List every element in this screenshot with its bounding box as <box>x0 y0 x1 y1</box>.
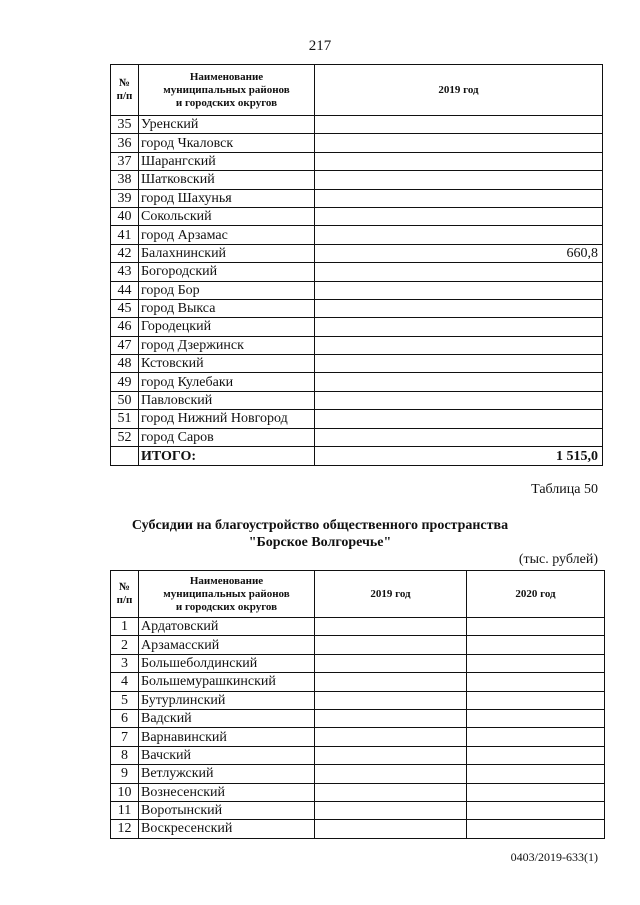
table-row <box>111 207 603 225</box>
total-num-cell <box>111 447 139 466</box>
row-number: 46 <box>111 318 139 336</box>
value-2019 <box>315 765 467 783</box>
value-2019 <box>315 207 603 225</box>
district-name: город Бор <box>139 281 315 299</box>
row-number: 52 <box>111 428 139 446</box>
row-number: 44 <box>111 281 139 299</box>
row-number: 51 <box>111 410 139 428</box>
district-name: Воскресенский <box>139 820 315 838</box>
table-row <box>111 373 603 391</box>
value-2019 <box>315 691 467 709</box>
value-2019 <box>315 654 467 672</box>
district-name: город Нижний Новгород <box>139 410 315 428</box>
value-2019 <box>315 673 467 691</box>
table-row <box>111 391 603 409</box>
district-name: Городецкий <box>139 318 315 336</box>
table-row <box>111 171 603 189</box>
value-2019 <box>315 709 467 727</box>
value-2019 <box>315 152 603 170</box>
value-2020 <box>467 746 605 764</box>
table-row <box>111 116 603 134</box>
table-row <box>111 318 603 336</box>
value-2019 <box>315 171 603 189</box>
header-2019: 2019 год <box>315 65 603 116</box>
district-name: Павловский <box>139 391 315 409</box>
value-2019: 660,8 <box>315 244 603 262</box>
row-number: 37 <box>111 152 139 170</box>
total-row <box>111 447 603 466</box>
district-name: город Чкаловск <box>139 134 315 152</box>
district-name: Ардатовский <box>139 618 315 636</box>
district-name: Вадский <box>139 709 315 727</box>
row-number: 7 <box>111 728 139 746</box>
district-name: Варнавинский <box>139 728 315 746</box>
district-name: Сокольский <box>139 207 315 225</box>
district-name: Богородский <box>139 263 315 281</box>
row-number: 4 <box>111 673 139 691</box>
value-2019 <box>315 263 603 281</box>
value-2019 <box>315 355 603 373</box>
value-2019 <box>315 636 467 654</box>
row-number: 3 <box>111 654 139 672</box>
value-2020 <box>467 728 605 746</box>
district-name: Вознесенский <box>139 783 315 801</box>
table-borskoe-volgorechye <box>110 570 605 839</box>
total-value-2019: 1 515,0 <box>315 447 603 466</box>
table-label: Таблица 50 <box>531 482 598 497</box>
value-2019 <box>315 318 603 336</box>
table-row <box>111 152 603 170</box>
table-row <box>111 820 605 838</box>
district-name: город Саров <box>139 428 315 446</box>
total-label: ИТОГО: <box>139 447 315 466</box>
table-row <box>111 226 603 244</box>
district-name: Ветлужский <box>139 765 315 783</box>
header-2020: 2020 год <box>467 571 605 618</box>
header-name: Наименование муниципальных районов и городских округов <box>139 65 315 116</box>
value-2019 <box>315 299 603 317</box>
table-row <box>111 636 605 654</box>
value-2020 <box>467 820 605 838</box>
table-row <box>111 336 603 354</box>
value-2019 <box>315 373 603 391</box>
district-name: Арзамасский <box>139 636 315 654</box>
table-header-row <box>111 571 605 618</box>
district-name: Уренский <box>139 116 315 134</box>
row-number: 36 <box>111 134 139 152</box>
row-number: 9 <box>111 765 139 783</box>
value-2019 <box>315 134 603 152</box>
table-title: Субсидии на благоустройство общественного пространства "Борское Волгоречье" <box>131 518 509 550</box>
value-2020 <box>467 783 605 801</box>
table-row <box>111 618 605 636</box>
row-number: 48 <box>111 355 139 373</box>
value-2019 <box>315 428 603 446</box>
units-label: (тыс. рублей) <box>518 552 598 567</box>
row-number: 35 <box>111 116 139 134</box>
row-number: 1 <box>111 618 139 636</box>
table-row <box>111 691 605 709</box>
row-number: 49 <box>111 373 139 391</box>
table-row <box>111 281 603 299</box>
page-number: 217 <box>308 38 332 54</box>
value-2020 <box>467 765 605 783</box>
table-row <box>111 189 603 207</box>
row-number: 6 <box>111 709 139 727</box>
value-2019 <box>315 226 603 244</box>
row-number: 41 <box>111 226 139 244</box>
table-row <box>111 709 605 727</box>
value-2019 <box>315 391 603 409</box>
district-name: Шарангский <box>139 152 315 170</box>
district-name: Балахнинский <box>139 244 315 262</box>
value-2019 <box>315 336 603 354</box>
table-row <box>111 244 603 262</box>
table-row <box>111 299 603 317</box>
value-2020 <box>467 636 605 654</box>
district-name: город Арзамас <box>139 226 315 244</box>
row-number: 12 <box>111 820 139 838</box>
footer-code: 0403/2019-633(1) <box>510 850 598 864</box>
value-2019 <box>315 116 603 134</box>
row-number: 42 <box>111 244 139 262</box>
value-2019 <box>315 728 467 746</box>
table-row <box>111 746 605 764</box>
value-2020 <box>467 691 605 709</box>
row-number: 2 <box>111 636 139 654</box>
district-name: Воротынский <box>139 801 315 819</box>
row-number: 10 <box>111 783 139 801</box>
row-number: 38 <box>111 171 139 189</box>
table-subsidies-2019 <box>110 64 603 466</box>
header-name: Наименование муниципальных районов и городских округов <box>139 571 315 618</box>
district-name: Большеболдинский <box>139 654 315 672</box>
value-2019 <box>315 783 467 801</box>
district-name: Кстовский <box>139 355 315 373</box>
table-row <box>111 654 605 672</box>
table-row <box>111 728 605 746</box>
row-number: 50 <box>111 391 139 409</box>
district-name: Шатковский <box>139 171 315 189</box>
district-name: город Дзержинск <box>139 336 315 354</box>
value-2019 <box>315 410 603 428</box>
value-2020 <box>467 618 605 636</box>
row-number: 40 <box>111 207 139 225</box>
row-number: 47 <box>111 336 139 354</box>
table-row <box>111 410 603 428</box>
value-2020 <box>467 801 605 819</box>
table-row <box>111 765 605 783</box>
value-2019 <box>315 281 603 299</box>
header-2019: 2019 год <box>315 571 467 618</box>
district-name: город Шахунья <box>139 189 315 207</box>
row-number: 11 <box>111 801 139 819</box>
table-row <box>111 355 603 373</box>
district-name: город Кулебаки <box>139 373 315 391</box>
district-name: Бутурлинский <box>139 691 315 709</box>
district-name: город Выкса <box>139 299 315 317</box>
table-header-row <box>111 65 603 116</box>
table-row <box>111 783 605 801</box>
value-2019 <box>315 189 603 207</box>
value-2020 <box>467 673 605 691</box>
row-number: 5 <box>111 691 139 709</box>
table-row <box>111 263 603 281</box>
row-number: 39 <box>111 189 139 207</box>
value-2019 <box>315 746 467 764</box>
table-row <box>111 428 603 446</box>
header-num: № п/п <box>111 65 139 116</box>
district-name: Вачский <box>139 746 315 764</box>
table-row <box>111 673 605 691</box>
value-2019 <box>315 801 467 819</box>
value-2020 <box>467 709 605 727</box>
district-name: Большемурашкинский <box>139 673 315 691</box>
value-2020 <box>467 654 605 672</box>
row-number: 43 <box>111 263 139 281</box>
row-number: 45 <box>111 299 139 317</box>
table-row <box>111 134 603 152</box>
row-number: 8 <box>111 746 139 764</box>
value-2019 <box>315 820 467 838</box>
header-num: № п/п <box>111 571 139 618</box>
table-row <box>111 801 605 819</box>
value-2019 <box>315 618 467 636</box>
